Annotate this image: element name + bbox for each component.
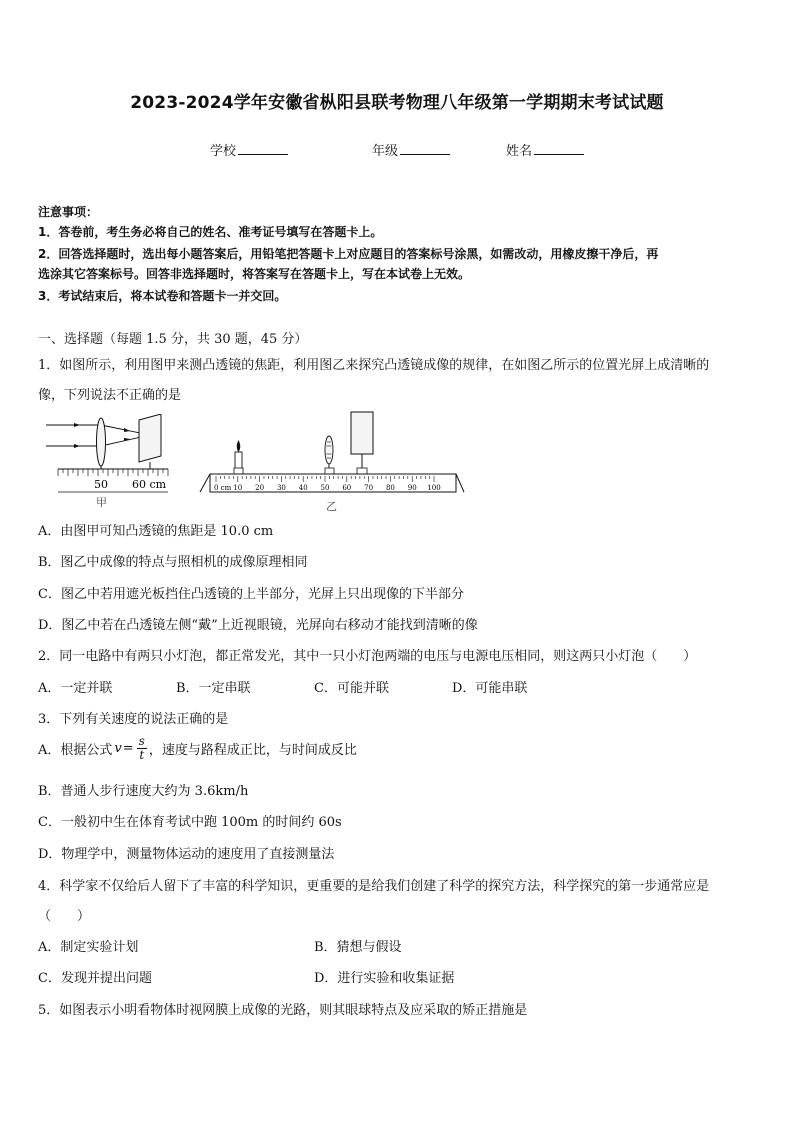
grade-blank[interactable] xyxy=(400,142,450,155)
yi-tick-label: 0 cm xyxy=(214,484,232,492)
yi-tick-label: 20 xyxy=(255,484,265,492)
school-field[interactable] xyxy=(210,140,288,159)
grade-field[interactable] xyxy=(372,140,450,159)
q1-option-b[interactable]: B．图乙中成像的特点与照相机的成像原理相同 xyxy=(38,555,308,570)
page-title: 2023-2024学年安徽省枞阳县联考物理八年级第一学期期末考试试题 xyxy=(130,93,664,113)
q1-figure-yi xyxy=(198,410,466,514)
name-blank[interactable] xyxy=(534,142,584,155)
notice-item-3: 3．考试结束后，将本试卷和答题卡一并交回。 xyxy=(38,289,287,303)
jia-ruler-ticks xyxy=(58,469,168,476)
yi-tick-label: 10 xyxy=(233,484,243,492)
q3-a-eq: = xyxy=(122,741,134,756)
info-fields xyxy=(0,140,794,160)
yi-tick-label: 60 xyxy=(342,484,352,492)
fraction-numerator: s xyxy=(138,734,145,748)
q2-stem: 2．同一电路中有两只小灯泡，都正常发光，其中一只小灯泡两端的电压与电源电压相同，则这两只小灯泡（ ） xyxy=(38,649,697,664)
notice-item-2-cont: 选涂其它答案标号。回答非选择题时，将答案写在答题卡上，写在本试卷上无效。 xyxy=(38,267,471,281)
yi-tick-label: 40 xyxy=(298,484,308,492)
q3-option-a[interactable] xyxy=(38,735,357,762)
q3-option-c[interactable]: C．一般初中生在体育考试中跑 100m 的时间约 60s xyxy=(38,815,342,830)
name-field[interactable] xyxy=(506,140,584,159)
velocity-fraction xyxy=(137,735,147,762)
q1-option-a[interactable]: A．由图甲可知凸透镜的焦距是 10.0 cm xyxy=(38,524,274,539)
school-blank[interactable] xyxy=(238,142,288,155)
q2-option-c[interactable]: C．可能并联 xyxy=(314,681,389,696)
q4-option-d[interactable]: D．进行实验和收集证据 xyxy=(314,971,455,986)
jia-tick-label-50: 50 xyxy=(94,478,108,491)
q3-a-prefix: A．根据公式 xyxy=(38,743,113,758)
fraction-denominator: t xyxy=(139,748,145,762)
q3-option-b[interactable]: B．普通人步行速度大约为 3.6km/h xyxy=(38,784,249,799)
section-heading: 一、选择题（每题 1.5 分，共 30 题，45 分） xyxy=(38,332,308,347)
yi-tick-label: 50 xyxy=(320,484,330,492)
jia-tick-label-60: 60 cm xyxy=(132,478,167,491)
q1-figure-jia xyxy=(44,414,174,510)
yi-tick-label: 80 xyxy=(385,484,395,492)
grade-label: 年级 xyxy=(372,144,399,159)
q2-option-d[interactable]: D．可能串联 xyxy=(452,681,528,696)
q1-option-d[interactable]: D．图乙中若在凸透镜左侧“戴”上近视眼镜，光屏向右移动才能找到清晰的像 xyxy=(38,618,478,633)
jia-caption: 甲 xyxy=(96,496,107,509)
yi-tick-label: 70 xyxy=(364,484,374,492)
yi-tick-label: 100 xyxy=(427,484,441,492)
yi-caption: 乙 xyxy=(326,500,337,513)
q4-option-a[interactable]: A．制定实验计划 xyxy=(38,940,139,955)
q1-stem-line1: 1．如图所示，利用图甲来测凸透镜的焦距，利用图乙来探究凸透镜成像的规律，在如图乙所示的位置光屏上成清晰的 xyxy=(38,358,710,373)
q4-option-c[interactable]: C．发现并提出问题 xyxy=(38,971,152,986)
q4-option-b[interactable]: B．猜想与假设 xyxy=(314,940,402,955)
q3-stem: 3．下列有关速度的说法正确的是 xyxy=(38,712,229,727)
yi-tick-label: 30 xyxy=(276,484,286,492)
q3-option-d[interactable]: D．物理学中，测量物体运动的速度用了直接测量法 xyxy=(38,847,335,862)
notice-heading: 注意事项： xyxy=(38,205,99,219)
yi-tick-label: 90 xyxy=(407,484,417,492)
name-label: 姓名 xyxy=(506,144,533,159)
q3-a-suffix: ，速度与路程成正比，与时间成反比 xyxy=(148,743,357,758)
q2-option-a[interactable]: A．一定并联 xyxy=(38,681,113,696)
q1-option-c[interactable]: C．图乙中若用遮光板挡住凸透镜的上半部分，光屏上只出现像的下半部分 xyxy=(38,587,464,602)
notice-item-1: 1．答卷前，考生务必将自己的姓名、准考证号填写在答题卡上。 xyxy=(38,225,383,239)
q4-stem-line1: 4．科学家不仅给后人留下了丰富的科学知识，更重要的是给我们创建了科学的探究方法，科学探究的第一步通常应是 xyxy=(38,879,710,894)
q1-stem-line2: 像，下列说法不正确的是 xyxy=(38,388,182,403)
q4-stem-line2: （ ） xyxy=(38,909,91,924)
q5-stem: 5．如图表示小明看物体时视网膜上成像的光路，则其眼球特点及应采取的矫正措施是 xyxy=(38,1003,528,1018)
q3-a-var: v xyxy=(114,741,122,756)
school-label: 学校 xyxy=(210,144,237,159)
notice-item-2: 2．回答选择题时，选出每小题答案后，用铅笔把答题卡上对应题目的答案标号涂黑，如需改动，用橡皮擦干净后，再 xyxy=(38,247,659,261)
q2-option-b[interactable]: B．一定串联 xyxy=(176,681,251,696)
